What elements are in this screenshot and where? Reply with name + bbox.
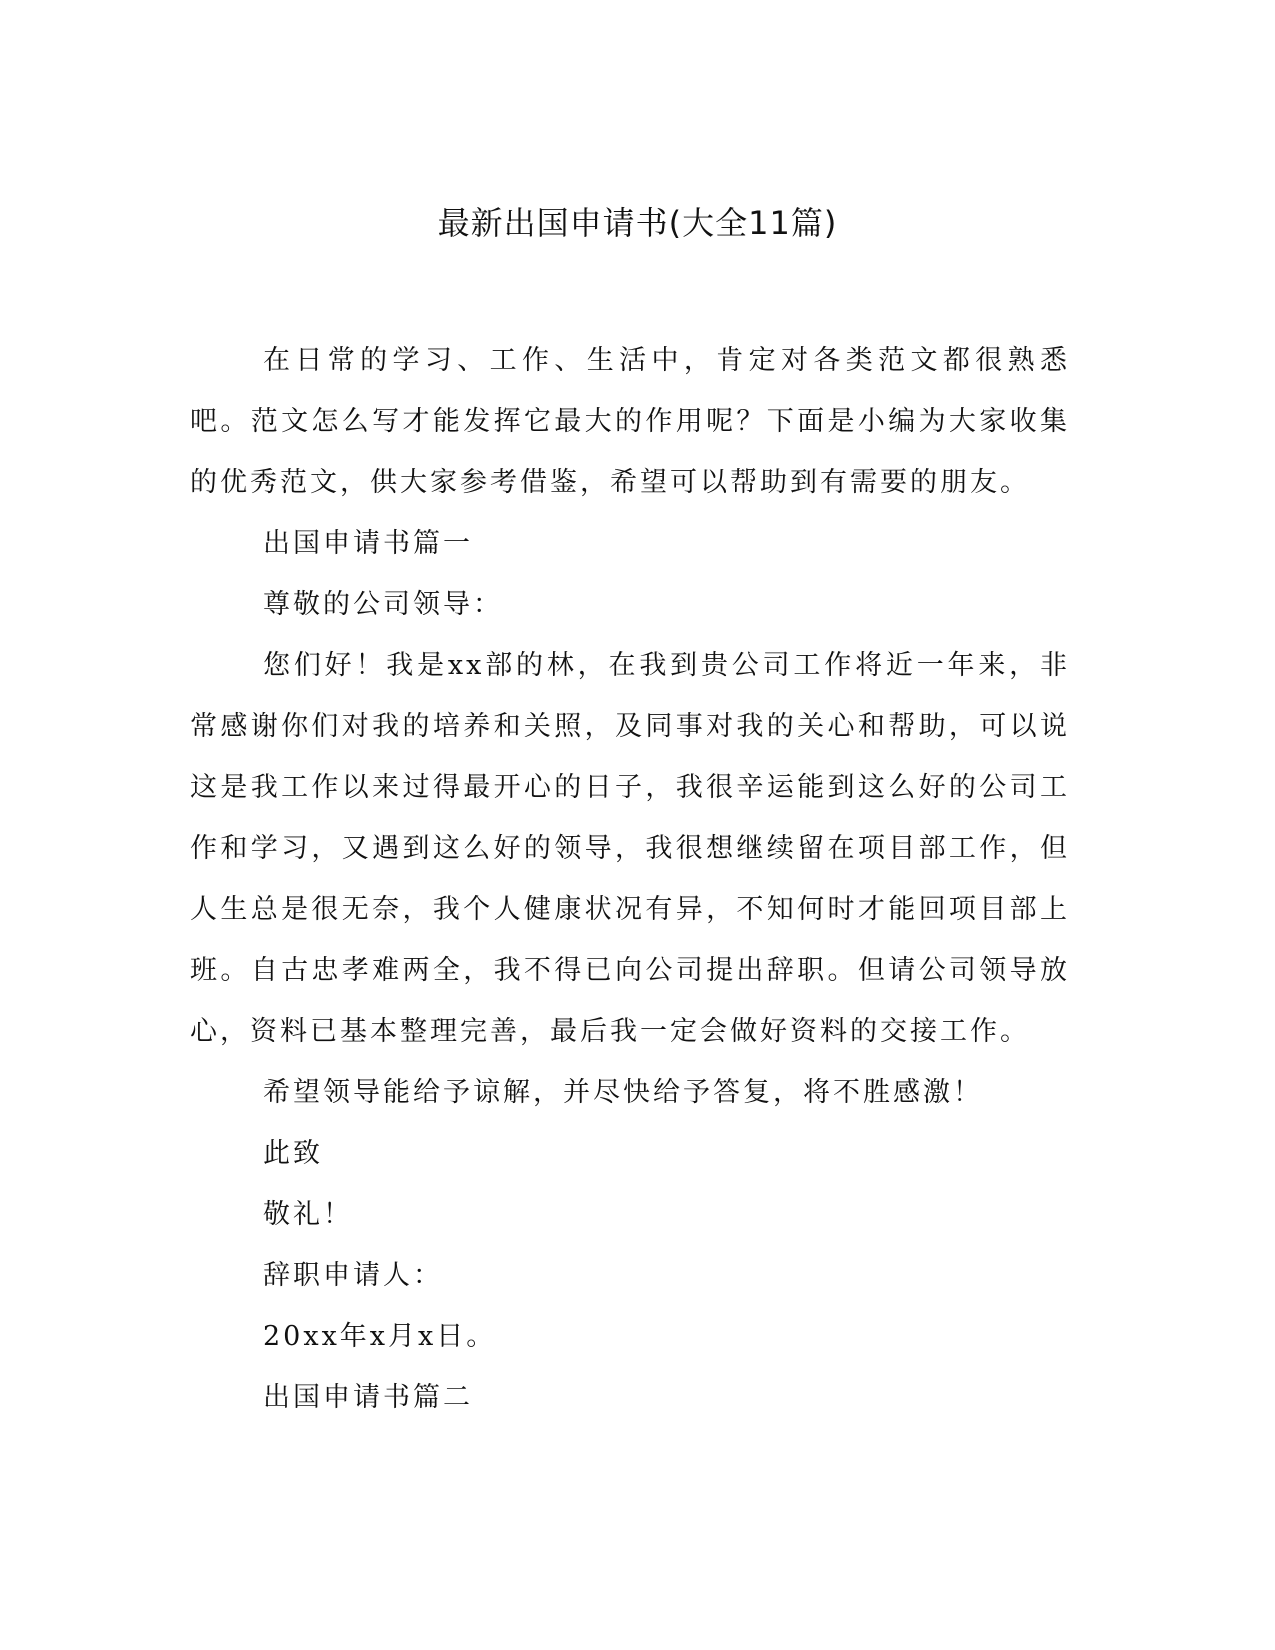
signature-label: 辞职申请人：	[263, 1260, 443, 1291]
section-heading-1: 出国申请书篇一	[263, 528, 473, 559]
document-title: 最新出国申请书(大全11篇)	[437, 204, 838, 242]
document-body	[190, 330, 1070, 1428]
section-heading-2: 出国申请书篇二	[263, 1382, 473, 1413]
letter-body-paragraph: 您们好！我是xx部的林，在我到贵公司工作将近一年来，非常感谢你们对我的培养和关照，及同事对我的关心和帮助，可以说这是我工作以来过得最开心的日子，我很辛运能到这么好的公司工作和学习，又遇到这么好的领导，我很想继续留在项目部工作，但人生总是很无奈，我个人健康状况有异，不知何时才能回项目部上班。自古忠孝难两全，我不得已向公司提出辞职。但请公司领导放心，资料已基本整理完善，最后我一定会做好资料的交接工作。	[190, 650, 1070, 1047]
letter-date: 20xx年x月x日。	[263, 1321, 497, 1352]
intro-paragraph: 在日常的学习、工作、生活中，肯定对各类范文都很熟悉吧。范文怎么写才能发挥它最大的作用呢？下面是小编为大家收集的优秀范文，供大家参考借鉴，希望可以帮助到有需要的朋友。	[190, 345, 1070, 498]
salutation: 尊敬的公司领导：	[263, 589, 503, 620]
closing-respect: 敬礼！	[263, 1199, 353, 1230]
closing-phrase: 此致	[263, 1138, 323, 1169]
letter-closing-request: 希望领导能给予谅解，并尽快给予答复，将不胜感激！	[263, 1077, 983, 1108]
